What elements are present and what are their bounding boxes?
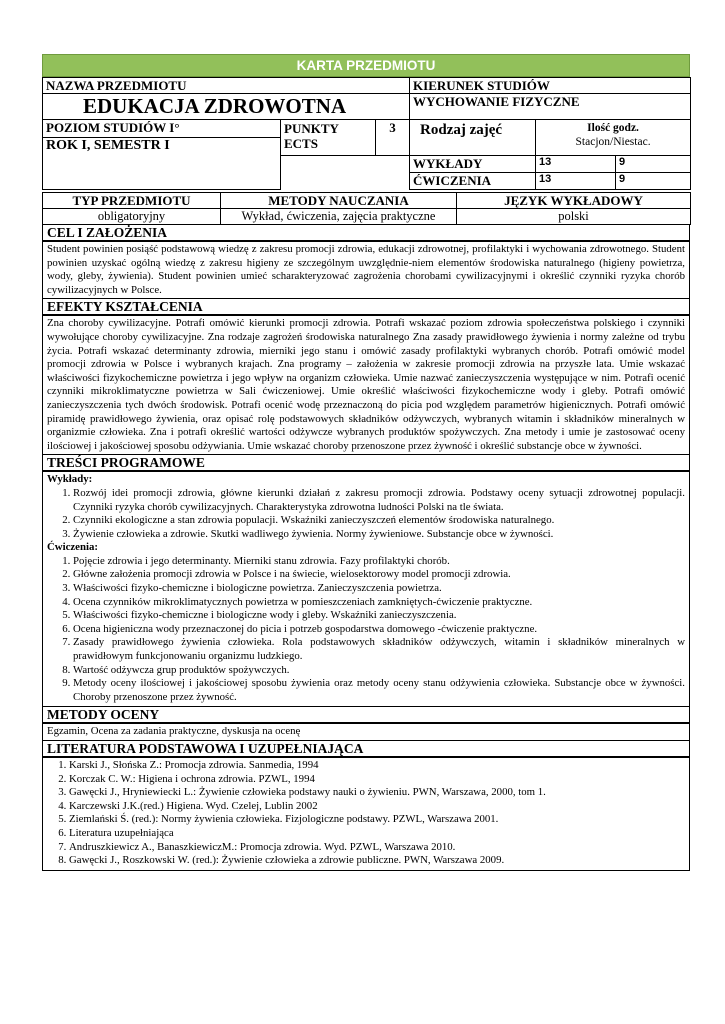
list-item: 8. Wartość odżywcza grup produktów spożywczych. — [73, 664, 685, 678]
list-item: 8. Gawęcki J., Roszkowski W. (red.): Żywienie człowieka a zdrowie publiczne. PWN, Warszawa 2009. — [69, 854, 685, 868]
list-item: 1. Pojęcie zdrowia i jego determinanty. Mierniki stanu zdrowia. Fazy profilaktyki chorób. — [73, 555, 685, 569]
program-section — [42, 455, 690, 707]
list-item: 7. Zasady prawidłowego żywienia człowieka. Rola podstawowych składników odżywczych, witamin i składników mineralnych w prawidłowym funkcjonowaniu organizmu ludzkiego. — [73, 636, 685, 663]
lectures-stac: 13 — [536, 156, 616, 173]
points-label-2: ECTS — [284, 136, 318, 151]
goals-section — [42, 225, 690, 299]
list-item: 6. Literatura uzupełniająca — [69, 827, 685, 841]
list-item: 4. Karczewski J.K.(red.) Higiena. Wyd. Czelej, Lublin 2002 — [69, 800, 685, 814]
assessment-title: METODY OCENY — [43, 707, 689, 724]
points-label — [281, 120, 376, 156]
lectures-list — [47, 487, 685, 541]
level-label: POZIOM STUDIÓW I° — [43, 120, 281, 138]
goals-title: CEL I ZAŁOŻENIA — [43, 225, 689, 242]
lectures-niestac: 9 — [616, 156, 691, 173]
exercises-niestac: 9 — [616, 173, 691, 190]
exercises-label: ĆWICZENIA — [410, 173, 536, 190]
exercises-heading: Ćwiczenia: — [47, 541, 98, 554]
hours-label: Ilość godz. — [587, 122, 639, 134]
list-item: 2. Czynniki ekologiczne a stan zdrowia populacji. Wskaźniki zanieczyszczeń elementów środowiska naturalnego. — [73, 514, 685, 528]
types-table — [42, 192, 691, 225]
language-value: polski — [457, 209, 691, 225]
name-value — [43, 94, 410, 120]
course-card — [42, 54, 690, 871]
list-item: 3. Właściwości fizyko-chemiczne i biologiczne powietrza. Zanieczyszczenia powietrza. — [73, 582, 685, 596]
list-item: 1. Karski J., Słońska Z.: Promocja zdrowia. Sanmedia, 1994 — [69, 759, 685, 773]
exercises-stac: 13 — [536, 173, 616, 190]
language-label: JĘZYK WYKŁADOWY — [457, 193, 691, 209]
assessment-text: Egzamin, Ocena za zadania praktyczne, dyskusja na ocenę — [47, 725, 301, 738]
header-table — [42, 77, 691, 190]
list-item: 5. Ziemlański Ś. (red.): Normy żywienia człowieka. Fizjologiczne podstawy. PZWL, Warszawa 2001. — [69, 813, 685, 827]
literature-section — [42, 741, 690, 871]
list-item: 2. Korczak C. W.: Higiena i ochrona zdrowia. PZWL, 1994 — [69, 773, 685, 787]
empty-cell — [281, 156, 410, 190]
goals-text: Student powinien posiąść podstawową wiedzę z zakresu promocji zdrowia, edukacji zdrowotnej, profilaktyki i wychowania zdrowotnego. Student powinien uzyskać ogólną wiedzę z zakresu higieny ze szczególnym uwzględnie-niem elementów środowiska naturalnego (higieny powietrza, wody, gleby, żywienia). Student powinien umieć scharakteryzować zagrożenia chorobami cywilizacyjnymi i określić czynniki ryzyka chorób cywilizacyjnych w Polsce. — [47, 243, 685, 296]
classes-label-text: Rodzaj zajęć — [420, 122, 503, 138]
direction-label: KIERUNEK STUDIÓW — [410, 78, 691, 94]
card-banner: KARTA PRZEDMIOTU — [42, 54, 690, 77]
list-item: 5. Właściwości fizyko-chemiczne i biologiczne wody i gleby. Wskaźniki zanieczyszczenia. — [73, 609, 685, 623]
type-value: obligatoryjny — [43, 209, 221, 225]
course-name: EDUKACJA ZDROWOTNA — [83, 94, 347, 118]
methods-value: Wykład, ćwiczenia, zajęcia praktyczne — [221, 209, 457, 225]
list-item: 9. Metody oceny ilościowej i jakościowej sposobu żywienia oraz metody oceny stanu odżywienia człowieka. Substancje obce w żywności. Choroby przenoszone przez żywność. — [73, 677, 685, 704]
hours-header — [536, 120, 691, 156]
list-item: 3. Gawęcki J., Hryniewiecki L.: Żywienie człowieka podstawy nauki o żywieniu. PWN, Warszawa, 2000, tom 1. — [69, 786, 685, 800]
assessment-section — [42, 707, 690, 741]
exercises-list — [47, 555, 685, 705]
list-item: 4. Ocena czynników mikroklimatycznych powietrza w pomieszczeniach zamkniętych-ćwiczenie praktyczne. — [73, 596, 685, 610]
points-value: 3 — [376, 120, 410, 156]
literature-body — [43, 758, 689, 870]
type-label: TYP PRZEDMIOTU — [43, 193, 221, 209]
program-body — [43, 472, 689, 706]
outcomes-section — [42, 299, 690, 455]
outcomes-title: EFEKTY KSZTAŁCENIA — [43, 299, 689, 316]
list-item: 1. Rozwój idei promocji zdrowia, główne kierunki działań z zakresu promocji zdrowia. Podstawy oceny sytuacji zdrowotnej populacji. Czynniki ryzyka chorób cywilizacyjnych. Charakterystyka zdrowotna ludności Polski na tle świata. — [73, 487, 685, 514]
hours-sub: Stacjon/Niestac. — [575, 136, 651, 148]
lectures-heading: Wykłady: — [47, 473, 93, 486]
outcomes-text: Zna choroby cywilizacyjne. Potrafi omówić kierunki promocji zdrowia. Potrafi wskazać poziom zdrowia społeczeństwa polskiego i czynniki wywołujące choroby cywilizacyjne. Zna rodzaje zagrożeń środowiska naturalnego Zna zasady prawidłowego żywienia i normy zależne od trybu życia. Potrafi wskazać determinanty zdrowia, mierniki jego stanu i omówić zasady profilaktyki wybranych chorób. Potrafi omówić model promocji zdrowia w Polsce i wybranych krajach. Zna programy – założenia w zakresie promocji zdrowia na przyszłe lata. Umie wskazać właściwości fizykochemiczne powietrza i jego wpływ na organizm człowieka. Umie nazwać zanieczyszczenia występujące w nim. Potrafi ocenić czynniki mikroklimatyczne powietrza w Sali ćwiczeniowej. Umie określić właściwości fizykochemiczne wody i gleby. Potrafi omówić zanieczyszczenia tych dwóch środowisk. Potrafi ocenić wodę przeznaczoną do picia pod względem parametrów higienicznych. Potrafi omówić piramidę prawidłowego żywienia, oraz opisać rolę podstawowych składników odżywczych, wybranych witamin i składników mineralnych w organizmie człowieka. Zna i potrafi określić wartości odżywcze wybranych produktów spożywczych. Zna metody i umie je zastosować oceny ilościowej i jakościowej sposobu odżywiania. Umie wskazać choroby przenoszone przez żywność i określić substancje obce w żywności. — [47, 317, 685, 452]
list-item: 6. Ocena higieniczna wody przeznaczonej do picia i potrzeb gospodarstwa domowego -ćwiczenie praktyczne. — [73, 623, 685, 637]
program-title: TREŚCI PROGRAMOWE — [43, 455, 689, 472]
literature-list — [47, 759, 685, 868]
lectures-label: WYKŁADY — [410, 156, 536, 173]
level-value: ROK I, SEMESTR I — [43, 138, 281, 190]
literature-title: LITERATURA PODSTAWOWA I UZUPEŁNIAJĄCA — [43, 741, 689, 758]
list-item: 7. Andruszkiewicz A., BanaszkiewiczM.: Promocja zdrowia. Wyd. PZWL, Warszawa 2010. — [69, 841, 685, 855]
classes-label — [410, 120, 536, 156]
list-item: 2. Główne założenia promocji zdrowia w Polsce i na świecie, wielosektorowy model promocji zdrowia. — [73, 568, 685, 582]
methods-label: METODY NAUCZANIA — [221, 193, 457, 209]
points-label-1: PUNKTY — [284, 121, 339, 136]
list-item: 3. Żywienie człowieka a zdrowie. Skutki wadliwego żywienia. Normy żywieniowe. Substancje obce w żywności. — [73, 528, 685, 542]
name-label: NAZWA PRZEDMIOTU — [43, 78, 410, 94]
direction-value: WYCHOWANIE FIZYCZNE — [410, 94, 691, 120]
